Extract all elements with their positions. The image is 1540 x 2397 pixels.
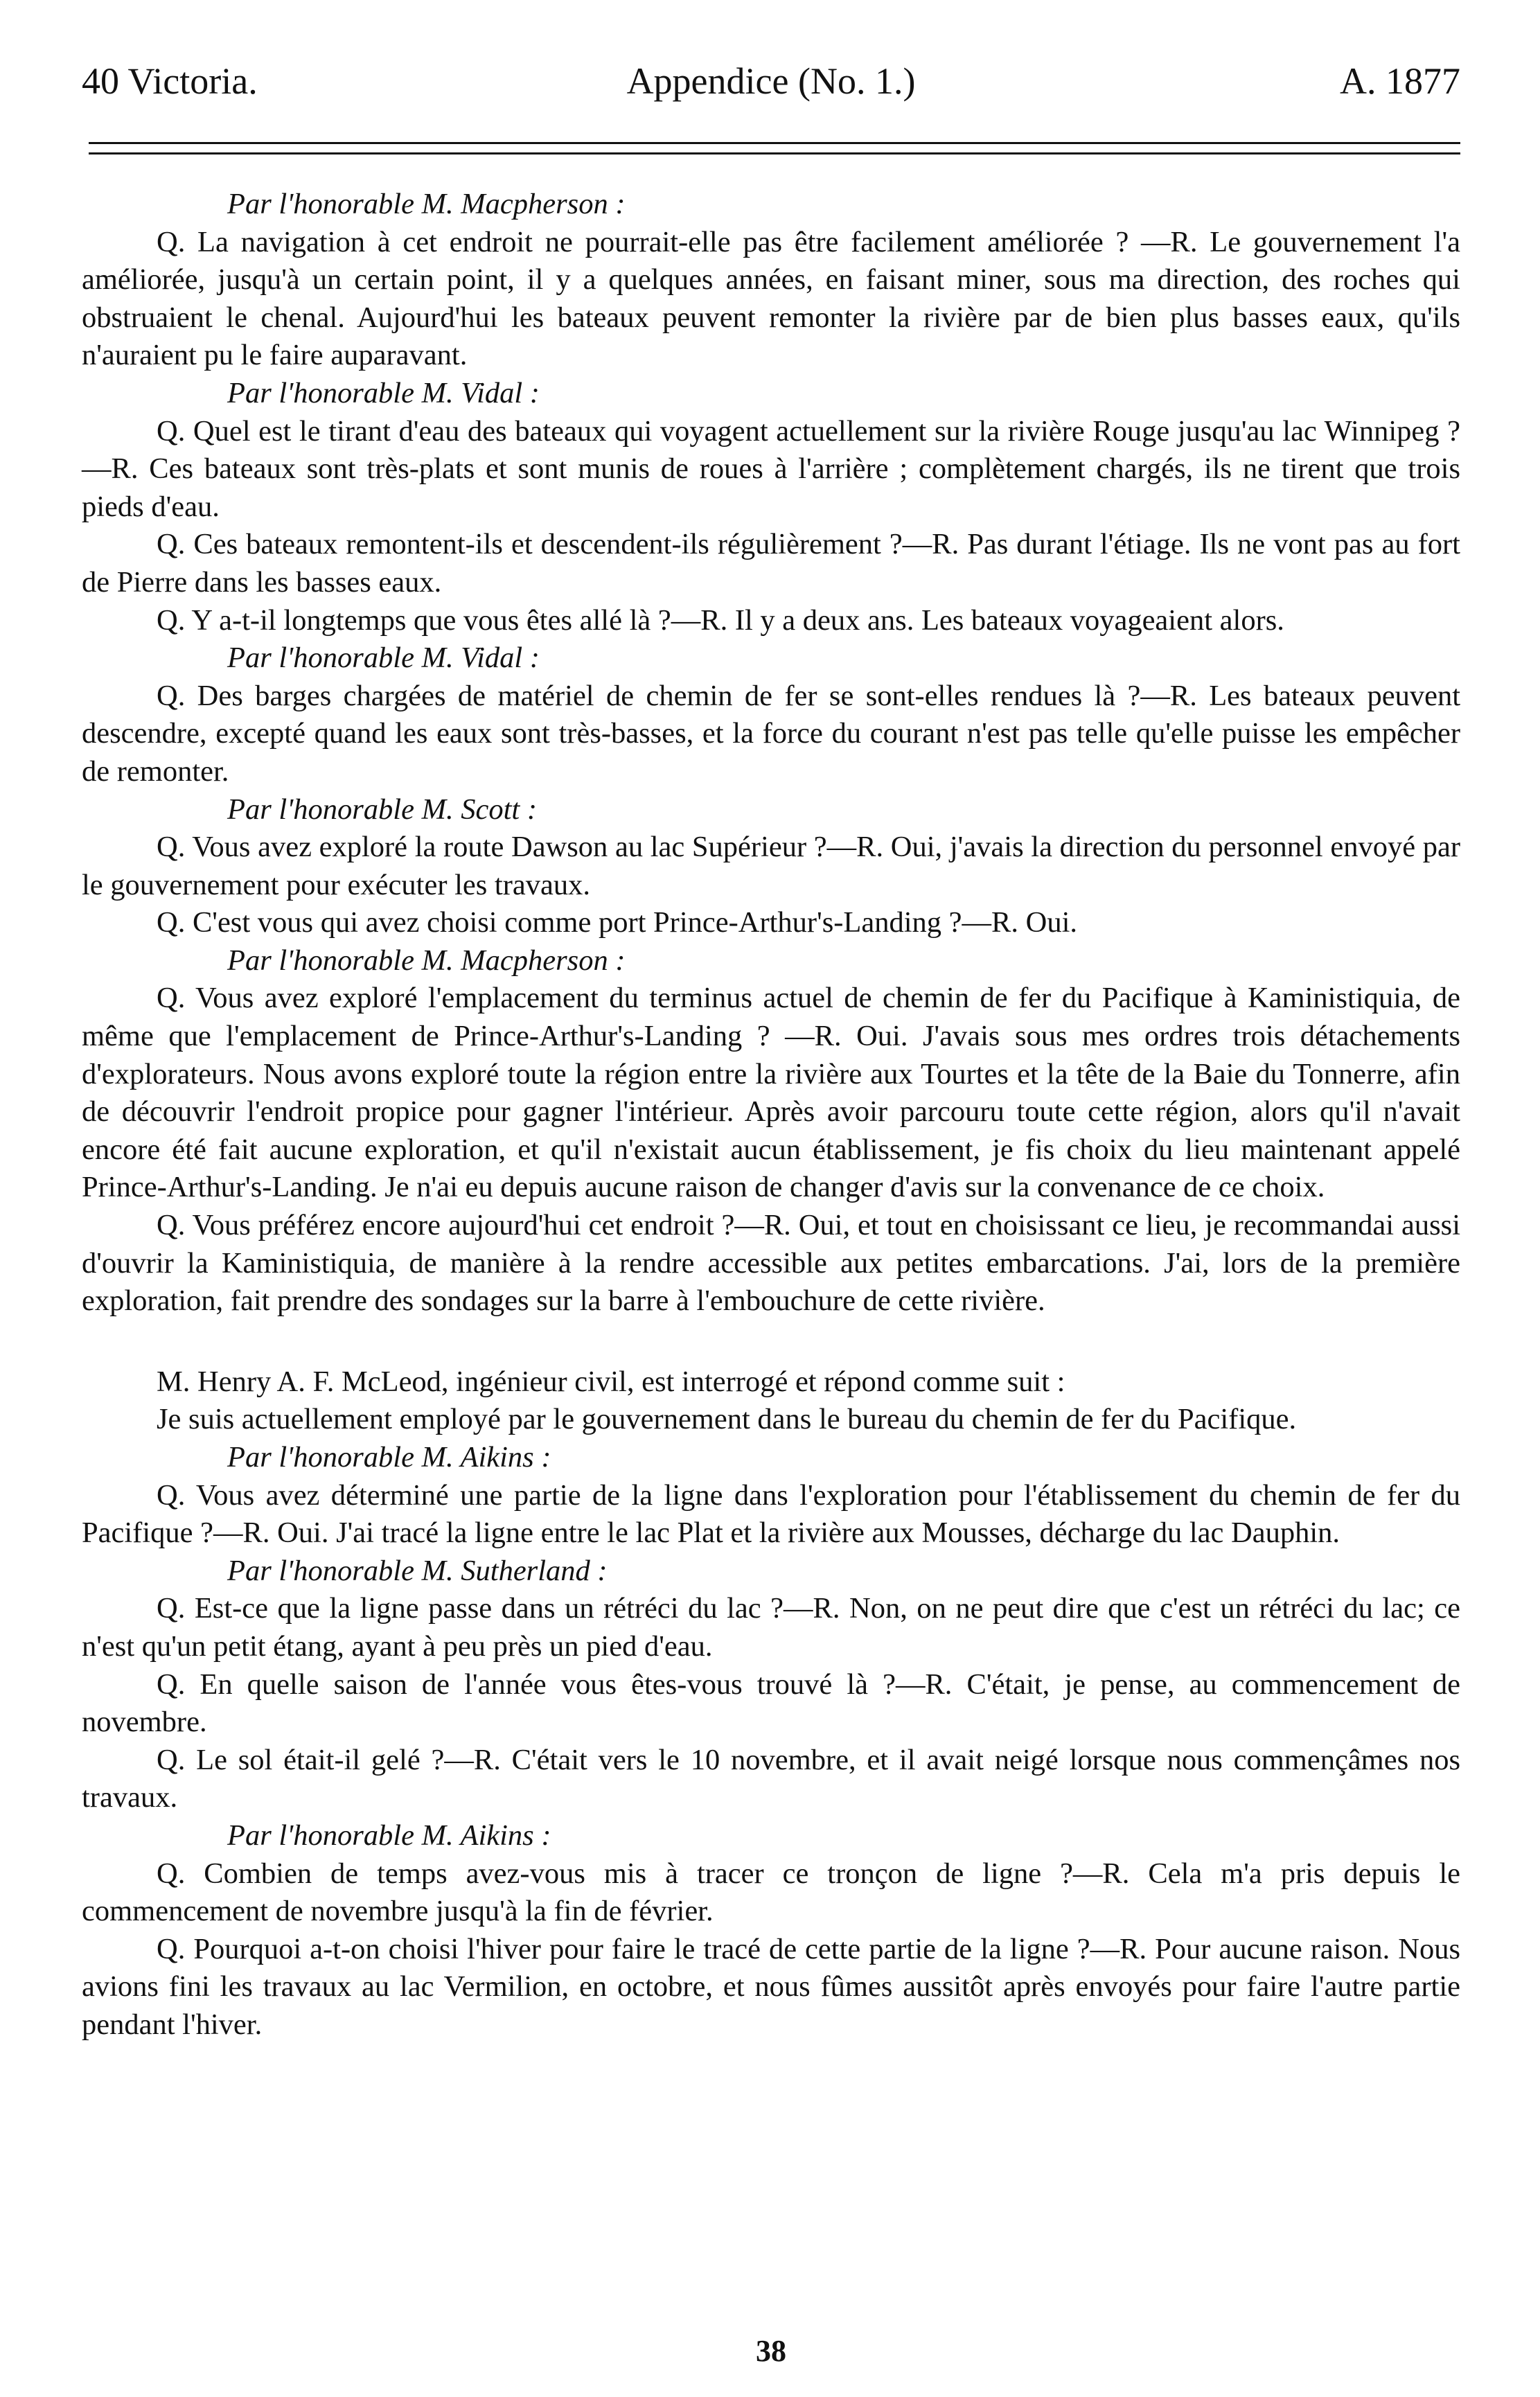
speaker-heading: Par l'honorable M. Aikins : [227,1819,551,1852]
speaker-heading: Par l'honorable M. Macpherson : [227,188,626,220]
running-header [82,57,1460,105]
testimony-paragraph: Q. Combien de temps avez-vous mis à tracer ce tronçon de ligne ?—R. Cela m'a pris depuis le commencement de novembre jusqu'à la fin de février. [82,1857,1460,1928]
document-body [82,186,1460,2044]
section-gap [82,1320,1460,1363]
testimony-paragraph: Q. Y a-t-il longtemps que vous êtes allé là ?—R. Il y a deux ans. Les bateaux voyageaient alors. [157,603,1284,637]
header-session: 40 Victoria. [82,60,258,102]
testimony-paragraph: Q. Vous préférez encore aujourd'hui cet endroit ?—R. Oui, et tout en choisissant ce lieu, je recommandai aussi d'ouvrir la Kaministiquia, de manière à la rendre accessible aux petites embarcations. J'ai, lors de la première exploration, fait prendre des sondages sur la barre à l'embouchure de cette rivière. [82,1209,1460,1318]
testimony-paragraph: Q. Vous avez exploré l'emplacement du terminus actuel de chemin de fer du Pacifique à Kaministiquia, de même que l'emplacement de Prince-Arthur's-Landing ? —R. Oui. J'avais sous mes ordres trois détachements d'explorateurs. Nous avons exploré toute la région entre la rivière aux Tourtes et la tête de la Baie du Tonnerre, afin de découvrir l'endroit propice pour gagner l'intérieur. Après avoir parcouru toute cette région, alors qu'il n'avait encore été fait aucune exploration, et qu'il n'existait aucun établissement, je fis choix du lieu maintenant appelé Prince-Arthur's-Landing. Je n'ai eu depuis aucune raison de changer d'avis sur la convenance de ce choix. [82,982,1460,1204]
testimony-paragraph: Q. Est-ce que la ligne passe dans un rétréci du lac ?—R. Non, on ne peut dire que c'est un rétréci du lac; ce n'est qu'un petit étang, ayant à peu près un pied d'eau. [82,1592,1460,1663]
testimony-paragraph: Q. En quelle saison de l'année vous êtes-vous trouvé là ?—R. C'était, je pense, au commencement de novembre. [82,1668,1460,1739]
testimony-paragraph: Q. Pourquoi a-t-on choisi l'hiver pour faire le tracé de cette partie de la ligne ?—R. Pour aucune raison. Nous avions fini les travaux au lac Vermilion, en octobre, et nous fûmes aussitôt après envoyés pour faire l'autre partie pendant l'hiver. [82,1932,1460,2041]
testimony-paragraph: Q. Vous avez déterminé une partie de la ligne dans l'exploration pour l'établissement du chemin de fer du Pacifique ?—R. Oui. J'ai tracé la ligne entre le lac Plat et la rivière aux Mousses, décharge du lac Dauphin. [82,1478,1460,1550]
header-appendix: Appendice (No. 1.) [626,60,916,102]
page-number: 38 [756,2334,786,2368]
speaker-heading: Par l'honorable M. Vidal : [227,376,540,409]
testimony-paragraph: M. Henry A. F. McLeod, ingénieur civil, est interrogé et répond comme suit : [157,1365,1065,1398]
speaker-heading: Par l'honorable M. Macpherson : [227,944,626,977]
testimony-paragraph: Q. La navigation à cet endroit ne pourrait-elle pas être facilement améliorée ? —R. Le gouvernement l'a améliorée, jusqu'à un certain point, il y a quelques années, en faisant miner, sous ma direction, des roches qui obstruaient le chenal. Aujourd'hui les bateaux peuvent remonter la rivière par de bien plus basses eaux, qu'ils n'auraient pu le faire auparavant. [82,225,1460,372]
testimony-paragraph: Q. Le sol était-il gelé ?—R. C'était vers le 10 novembre, et il avait neigé lorsque nous commençâmes nos travaux. [82,1743,1460,1814]
speaker-heading: Par l'honorable M. Vidal : [227,642,540,675]
header-year: A. 1877 [1340,60,1460,102]
header-double-rule [89,142,1460,154]
testimony-paragraph: Je suis actuellement employé par le gouvernement dans le bureau du chemin de fer du Pacifique. [157,1403,1297,1436]
testimony-paragraph: Q. C'est vous qui avez choisi comme port Prince-Arthur's-Landing ?—R. Oui. [157,906,1078,939]
testimony-paragraph: Q. Des barges chargées de matériel de chemin de fer se sont-elles rendues là ?—R. Les bateaux peuvent descendre, excepté quand les eaux sont très-basses, et la force du courant n'est pas telle qu'elle puisse les empêcher de remonter. [82,679,1460,788]
testimony-paragraph: Q. Ces bateaux remontent-ils et descendent-ils régulièrement ?—R. Pas durant l'étiage. Ils ne vont pas au fort de Pierre dans les basses eaux. [82,528,1460,599]
testimony-paragraph: Q. Vous avez exploré la route Dawson au lac Supérieur ?—R. Oui, j'avais la direction du personnel envoyé par le gouvernement pour exécuter les travaux. [82,831,1460,901]
speaker-heading: Par l'honorable M. Scott : [227,793,538,826]
speaker-heading: Par l'honorable M. Sutherland : [227,1554,608,1587]
testimony-paragraph: Q. Quel est le tirant d'eau des bateaux qui voyagent actuellement sur la rivière Rouge jusqu'au lac Winnipeg ?—R. Ces bateaux sont très-plats et sont munis de roues à l'arrière ; complètement chargés, ils ne tirent que trois pieds d'eau. [82,414,1460,523]
speaker-heading: Par l'honorable M. Aikins : [227,1441,551,1474]
